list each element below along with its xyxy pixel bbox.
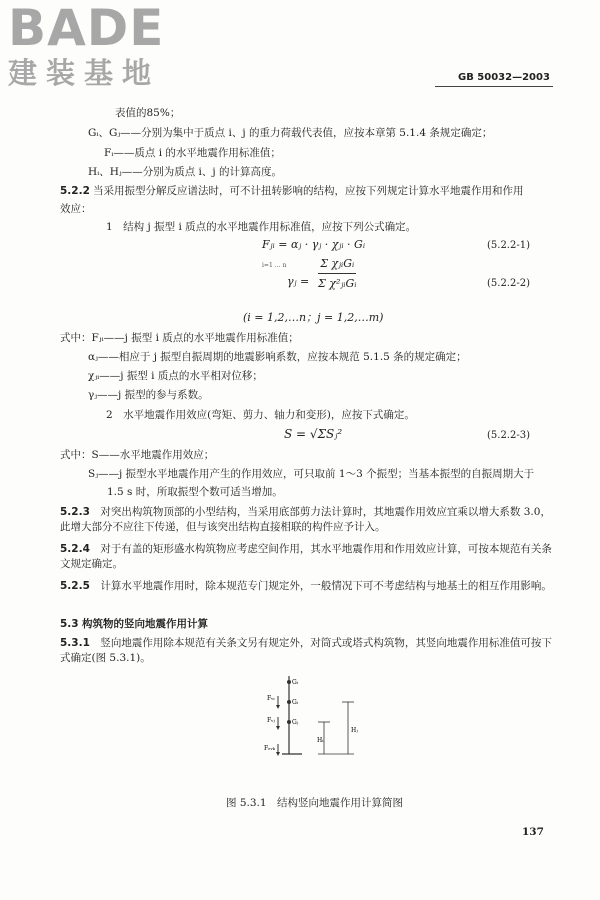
label-hi: Hᵢ xyxy=(317,737,324,744)
definition-h: Hᵢ、Hⱼ——分别为质点 i、j 的计算高度。 xyxy=(88,166,282,178)
equation-number: (5.2.2-3) xyxy=(487,430,530,441)
definition: 1.5 s 时，所取振型个数可适当增加。 xyxy=(107,486,283,498)
logo-subtitle: 建装基地 xyxy=(8,56,161,90)
header-rule xyxy=(435,86,553,87)
clause-5-2-4 xyxy=(60,542,553,571)
definition: γⱼ——j 振型的参与系数。 xyxy=(88,389,209,401)
label-gi: Gᵢ xyxy=(292,699,298,706)
formula-5-2-2-2-lhs: γⱼ = xyxy=(287,275,310,288)
section-number: 5.3 xyxy=(60,618,79,630)
clause-number: 5.2.2 xyxy=(60,185,90,197)
equation-number: (5.2.2-1) xyxy=(487,240,530,251)
arrow-head xyxy=(276,752,280,756)
definition: 式中：S——水平地震作用效应； xyxy=(60,449,215,461)
clause-number: 5.3.1 xyxy=(60,637,90,649)
clause-5-2-5 xyxy=(60,579,553,594)
definition: αⱼ——相应于 j 振型自振周期的地震影响系数，应按本规范 5.1.5 条的规定确定； xyxy=(88,351,467,363)
definition-f: Fᵢ——质点 i 的水平地震作用标准值； xyxy=(104,147,281,159)
clause-number: 5.2.4 xyxy=(60,543,90,555)
list-item: 2 水平地震作用效应(弯矩、剪力、轴力和变形)，应按下式确定。 xyxy=(106,409,415,421)
formula-denominator: Σ χ²ⱼᵢGᵢ xyxy=(318,277,357,291)
label-fevk: Fₑᵥₖ xyxy=(264,745,275,752)
clause-text: 效应： xyxy=(60,203,92,215)
label-hj: Hⱼ xyxy=(351,727,358,734)
definition: χⱼᵢ——j 振型 i 质点的水平相对位移； xyxy=(88,370,263,382)
list-item: 1 结构 j 振型 i 质点的水平地震作用标准值，应按下列公式确定。 xyxy=(106,221,417,233)
clause-number: 5.2.5 xyxy=(60,580,90,592)
formula-range: (i = 1,2,…n；j = 1,2,…m) xyxy=(243,311,384,324)
definition: Sⱼ——j 振型水平地震作用产生的作用效应，可只取前 1～3 个振型；当基本振型的自振周期大于 xyxy=(88,468,535,480)
standard-number: GB 50032—2003 xyxy=(458,72,550,83)
mass-point xyxy=(287,720,291,724)
clause-5-3-1 xyxy=(60,636,553,665)
clause-number: 5.2.3 xyxy=(60,506,90,518)
equation-number: (5.2.2-2) xyxy=(487,278,530,289)
label-fvj: Fᵥⱼ xyxy=(267,717,275,724)
arrow-head xyxy=(276,705,280,709)
logo-text: BADE xyxy=(8,0,165,57)
definition: 式中：Fⱼᵢ——j 振型 i 质点的水平地震作用标准值； xyxy=(60,332,299,344)
clause-text: 计算水平地震作用时，除本规范专门规定外，一般情况下可不考虑结构与地基土的相互作用影响。 xyxy=(100,580,552,592)
figure-caption: 图 5.3.1 结构竖向地震作用计算简图 xyxy=(226,797,404,809)
text-line: 表值的85%； xyxy=(115,107,181,119)
section-title: 构筑物的竖向地震作用计算 xyxy=(82,618,208,630)
figure-5-3-1 xyxy=(262,672,382,782)
label-fvi: Fᵥᵢ xyxy=(267,695,275,702)
clause-5-2-3 xyxy=(60,505,553,534)
formula-5-2-2-2-fraction xyxy=(318,256,356,292)
mass-point xyxy=(287,680,291,684)
fraction-bar xyxy=(318,273,356,274)
formula-5-2-2-1: Fⱼᵢ = αⱼ · γⱼ · χⱼᵢ · Gᵢ xyxy=(262,238,366,251)
arrow-head xyxy=(276,726,280,730)
mass-point xyxy=(287,700,291,704)
label-gi: Gᵢ xyxy=(292,679,298,686)
definition-g: Gᵢ、Gⱼ——分别为集中于质点 i、j 的重力荷载代表值，应按本章第 5.1.4 条规定确定； xyxy=(88,127,493,139)
formula-5-2-2-3: S = √ΣSⱼ² xyxy=(284,427,343,441)
clause-text: 当采用振型分解反应谱法时，可不计扭转影响的结构，应按下列规定计算水平地震作用和作用 xyxy=(93,185,524,197)
page-number: 137 xyxy=(522,826,544,838)
label-gj: Gⱼ xyxy=(292,719,299,726)
clause-text: 对于有盖的矩形盛水构筑物应考虑空间作用，其水平地震作用和作用效应计算，可按本规范有关条文规定确定。 xyxy=(60,543,552,570)
clause-text: 对突出构筑物顶部的小型结构，当采用底部剪力法计算时，其地震作用效应宜乘以增大系数 3.0，此增大部分不应往下传递，但与该突出结构直接相联的构件应予计入。 xyxy=(60,506,551,533)
clause-text: 竖向地震作用除本规范有关条文另有规定外，对筒式或塔式构筑物，其竖向地震作用标准值可按下式确定(图 5.3.1)。 xyxy=(60,637,552,664)
sum-limits: i=1 … n xyxy=(262,262,287,269)
formula-numerator: Σ χⱼᵢGᵢ xyxy=(320,257,355,270)
